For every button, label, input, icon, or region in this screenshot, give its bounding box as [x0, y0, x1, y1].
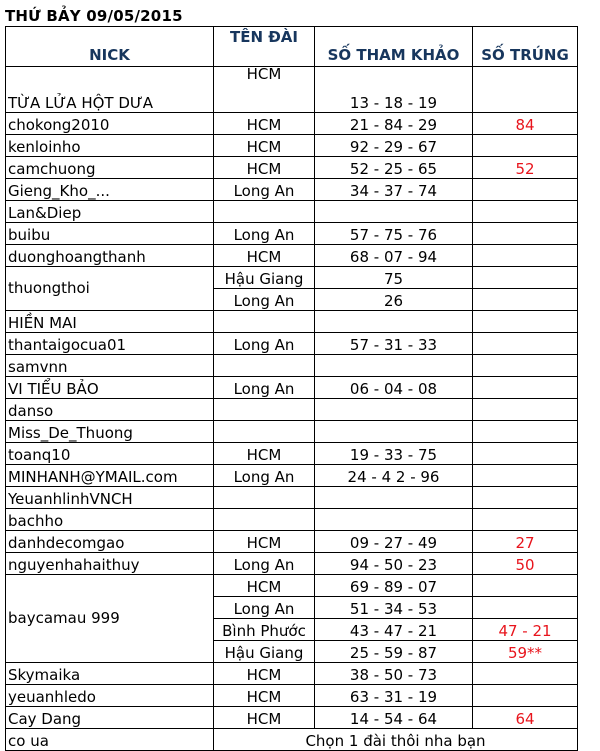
- winning-cell: [473, 135, 578, 157]
- nick-cell: kenloinho: [6, 135, 214, 157]
- table-row: [6, 355, 578, 377]
- station-cell: HCM: [214, 531, 315, 553]
- table-row: [6, 67, 578, 113]
- reference-cell: [315, 201, 473, 223]
- station-cell: HCM: [214, 663, 315, 685]
- winning-cell: [473, 333, 578, 355]
- station-cell: Long An: [214, 179, 315, 201]
- table-row: [6, 201, 578, 223]
- table-row: [6, 509, 578, 531]
- nick-cell: Gieng_Kho_...: [6, 179, 214, 201]
- nick-cell: HIỀN MAI: [6, 311, 214, 333]
- winning-cell: 84: [473, 113, 578, 135]
- station-cell: HCM: [214, 67, 315, 113]
- nick-cell: toanq10: [6, 443, 214, 465]
- station-cell: HCM: [214, 575, 315, 597]
- winning-cell: [473, 575, 578, 597]
- table-row: [6, 685, 578, 707]
- reference-cell: 13 - 18 - 19: [315, 67, 473, 113]
- reference-cell: 26: [315, 289, 473, 311]
- table-row: [6, 663, 578, 685]
- reference-cell: 94 - 50 - 23: [315, 553, 473, 575]
- winning-cell: [473, 597, 578, 619]
- station-cell: HCM: [214, 707, 315, 729]
- reference-cell: 63 - 31 - 19: [315, 685, 473, 707]
- winning-cell: [473, 509, 578, 531]
- station-cell: Long An: [214, 465, 315, 487]
- reference-cell: [315, 509, 473, 531]
- nick-cell: TỪA LỬA HỘT DƯA: [6, 67, 214, 113]
- station-cell: [214, 399, 315, 421]
- reference-cell: 06 - 04 - 08: [315, 377, 473, 399]
- table-row: [6, 377, 578, 399]
- nick-cell: samvnn: [6, 355, 214, 377]
- station-cell: HCM: [214, 113, 315, 135]
- table-row: [6, 575, 578, 597]
- winning-cell: [473, 443, 578, 465]
- reference-cell: 68 - 07 - 94: [315, 245, 473, 267]
- table-row: [6, 267, 578, 289]
- nick-cell: Cay Dang: [6, 707, 214, 729]
- page-title: THỨ BẢY 09/05/2015: [5, 7, 183, 25]
- station-cell: [214, 201, 315, 223]
- header-reference: SỐ THAM KHẢO: [315, 27, 473, 67]
- table-row: [6, 113, 578, 135]
- winning-cell: [473, 245, 578, 267]
- nick-cell: nguyenhahaithuy: [6, 553, 214, 575]
- nick-cell: Lan&Diep: [6, 201, 214, 223]
- station-cell: HCM: [214, 157, 315, 179]
- reference-cell: 43 - 47 - 21: [315, 619, 473, 641]
- winning-cell: 52: [473, 157, 578, 179]
- winning-cell: [473, 465, 578, 487]
- table-row: [6, 179, 578, 201]
- table-row: [6, 333, 578, 355]
- station-cell: Long An: [214, 553, 315, 575]
- lottery-table: [5, 26, 578, 751]
- reference-cell: 69 - 89 - 07: [315, 575, 473, 597]
- winning-cell: [473, 67, 578, 113]
- station-cell: HCM: [214, 685, 315, 707]
- winning-cell: [473, 201, 578, 223]
- reference-cell: 24 - 4 2 - 96: [315, 465, 473, 487]
- reference-cell: 57 - 31 - 33: [315, 333, 473, 355]
- reference-cell: 14 - 54 - 64: [315, 707, 473, 729]
- table-row: [6, 707, 578, 729]
- winning-cell: [473, 487, 578, 509]
- reference-cell: 57 - 75 - 76: [315, 223, 473, 245]
- winning-cell: [473, 267, 578, 289]
- nick-cell: YeuanhlinhVNCH: [6, 487, 214, 509]
- station-cell: Long An: [214, 377, 315, 399]
- station-cell: [214, 421, 315, 443]
- winning-cell: [473, 179, 578, 201]
- reference-cell: 19 - 33 - 75: [315, 443, 473, 465]
- nick-cell: chokong2010: [6, 113, 214, 135]
- winning-cell: [473, 685, 578, 707]
- nick-cell: MINHANH@YMAIL.com: [6, 465, 214, 487]
- station-cell: Bình Phước: [214, 619, 315, 641]
- nick-cell: VI TIỂU BẢO: [6, 377, 214, 399]
- nick-cell: thuongthoi: [6, 267, 214, 311]
- table-row: [6, 487, 578, 509]
- table-row: [6, 157, 578, 179]
- winning-cell: 64: [473, 707, 578, 729]
- table-row: [6, 465, 578, 487]
- header-station: TÊN ĐÀI: [214, 27, 315, 67]
- winning-cell: 50: [473, 553, 578, 575]
- nick-cell: buibu: [6, 223, 214, 245]
- reference-cell: 21 - 84 - 29: [315, 113, 473, 135]
- winning-cell: [473, 399, 578, 421]
- table-row: [6, 421, 578, 443]
- table-row: [6, 135, 578, 157]
- final-row: [6, 729, 578, 751]
- station-cell: Hậu Giang: [214, 267, 315, 289]
- reference-cell: 34 - 37 - 74: [315, 179, 473, 201]
- winning-cell: [473, 421, 578, 443]
- station-cell: Long An: [214, 597, 315, 619]
- table-row: [6, 553, 578, 575]
- reference-cell: 51 - 34 - 53: [315, 597, 473, 619]
- winning-cell: [473, 663, 578, 685]
- winning-cell: [473, 377, 578, 399]
- reference-cell: [315, 399, 473, 421]
- winning-cell: 59**: [473, 641, 578, 663]
- table-row: [6, 245, 578, 267]
- reference-cell: [315, 487, 473, 509]
- reference-cell: 52 - 25 - 65: [315, 157, 473, 179]
- winning-cell: 47 - 21: [473, 619, 578, 641]
- nick-cell: thantaigocua01: [6, 333, 214, 355]
- winning-cell: [473, 289, 578, 311]
- station-cell: HCM: [214, 443, 315, 465]
- note-cell: Chọn 1 đài thôi nha bạn: [214, 729, 578, 751]
- header-winning: SỐ TRÚNG: [473, 27, 578, 67]
- reference-cell: [315, 421, 473, 443]
- reference-cell: 25 - 59 - 87: [315, 641, 473, 663]
- winning-cell: [473, 355, 578, 377]
- nick-cell: baycamau 999: [6, 575, 214, 663]
- nick-cell: camchuong: [6, 157, 214, 179]
- reference-cell: 38 - 50 - 73: [315, 663, 473, 685]
- nick-cell: Skymaika: [6, 663, 214, 685]
- reference-cell: [315, 311, 473, 333]
- station-cell: HCM: [214, 245, 315, 267]
- table-row: [6, 399, 578, 421]
- station-cell: [214, 509, 315, 531]
- header-nick: NICK: [6, 27, 214, 67]
- station-cell: Hậu Giang: [214, 641, 315, 663]
- nick-cell: co ua: [6, 729, 214, 751]
- header-row: [6, 27, 578, 67]
- nick-cell: danso: [6, 399, 214, 421]
- station-cell: [214, 487, 315, 509]
- station-cell: [214, 355, 315, 377]
- nick-cell: bachho: [6, 509, 214, 531]
- station-cell: Long An: [214, 289, 315, 311]
- reference-cell: [315, 355, 473, 377]
- nick-cell: danhdecomgao: [6, 531, 214, 553]
- nick-cell: Miss_De_Thuong: [6, 421, 214, 443]
- reference-cell: 09 - 27 - 49: [315, 531, 473, 553]
- station-cell: Long An: [214, 333, 315, 355]
- table-row: [6, 223, 578, 245]
- table-row: [6, 443, 578, 465]
- table-row: [6, 311, 578, 333]
- table-row: [6, 531, 578, 553]
- nick-cell: yeuanhledo: [6, 685, 214, 707]
- winning-cell: 27: [473, 531, 578, 553]
- winning-cell: [473, 311, 578, 333]
- winning-cell: [473, 223, 578, 245]
- reference-cell: 75: [315, 267, 473, 289]
- reference-cell: 92 - 29 - 67: [315, 135, 473, 157]
- station-cell: [214, 311, 315, 333]
- nick-cell: duonghoangthanh: [6, 245, 214, 267]
- station-cell: HCM: [214, 135, 315, 157]
- station-cell: Long An: [214, 223, 315, 245]
